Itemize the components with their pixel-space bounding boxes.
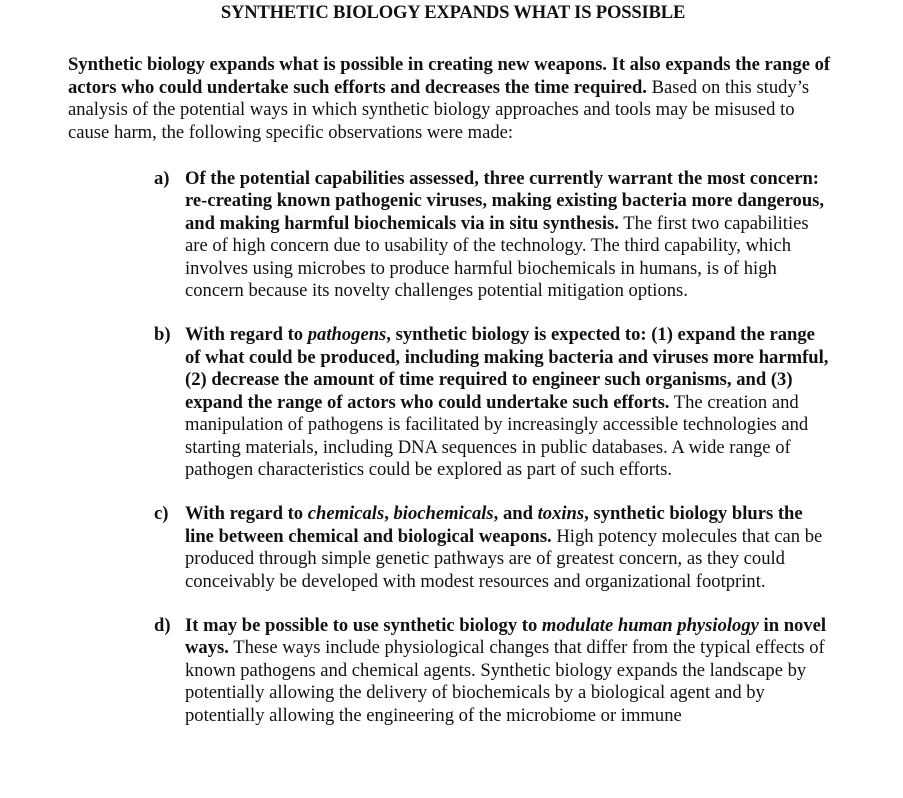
item-bold-text: in novel ways.: [185, 614, 827, 659]
item-italic-text: biochemicals: [393, 503, 494, 525]
item-body: [185, 324, 835, 481]
item-marker: c): [154, 503, 169, 525]
item-body: [185, 615, 835, 727]
intro-normal-text: Based on this study’s analysis of the potential ways in which synthetic biology approaches and tools may be misused to cause harm, the following specific observations were made:: [68, 76, 810, 143]
observation-item-c: [154, 503, 838, 593]
item-marker: b): [154, 324, 171, 346]
item-italic-text: toxins: [537, 503, 585, 525]
intro-bold-text: Synthetic biology expands what is possible in creating new weapons. It also expands the range of actors who could undertake such efforts and decreases the time required.: [68, 54, 831, 98]
item-italic-text: pathogens: [307, 324, 387, 346]
item-normal-text: The creation and manipulation of pathogens is facilitated by increasingly accessible technologies and starting materials, including DNA sequences in public databases. A wide range of pathogen characteristics could be explored as part of such efforts.: [185, 391, 809, 480]
observations-list: [68, 168, 838, 727]
item-bold-text: It may be possible to use synthetic biology to: [185, 614, 542, 636]
item-marker: a): [154, 168, 170, 190]
observation-item-d: [154, 615, 838, 727]
observation-item-a: [154, 168, 838, 302]
item-italic-text: chemicals: [307, 503, 385, 525]
item-separator: , and: [493, 503, 538, 525]
item-normal-text: The first two capabilities are of high concern due to usability of the technology. The third capability, which involves using microbes to produce harmful biochemicals in humans, is of high concern because its novelty challenges potential mitigation options.: [185, 212, 809, 302]
observation-item-b: [154, 324, 838, 481]
item-bold-text: Of the potential capabilities assessed, three currently warrant the most concern: re-creating known pathogenic viruses, making existing bacteria more dangerous, and making harmful biochemicals via in situ synthesis.: [185, 168, 825, 234]
item-bold-text: With regard to: [185, 324, 308, 346]
item-marker: d): [154, 614, 171, 636]
item-bold-text: , synthetic biology is expected to: (1) expand the range of what could be produced, including making bacteria and viruses more harmful, (2) decrease the amount of time required to engineer such organisms, and (3) expand the range of actors who could undertake such efforts.: [185, 324, 829, 413]
item-normal-text: These ways include physiological changes that differ from the typical effects of known pathogens and chemical agents. Synthetic biology expands the landscape by potentially allowing the delivery of biochemicals by a biological agent and by potentially allowing the engineering of the microbiome or immune: [185, 637, 825, 726]
page-title: SYNTHETIC BIOLOGY EXPANDS WHAT IS POSSIBLE: [220, 2, 686, 23]
item-bold-text: , synthetic biology blurs the line between chemical and biological weapons.: [185, 503, 803, 547]
item-body: [185, 503, 835, 593]
item-normal-text: High potency molecules that can be produced through simple genetic pathways are of greatest concern, as they could conceivably be developed with modest resources and organizational footprint.: [185, 525, 823, 592]
item-body: [185, 168, 835, 302]
item-italic-text: modulate human physiology: [541, 614, 759, 636]
item-bold-text: With regard to: [185, 503, 308, 525]
intro-paragraph: [68, 54, 838, 144]
item-separator: ,: [384, 503, 394, 525]
